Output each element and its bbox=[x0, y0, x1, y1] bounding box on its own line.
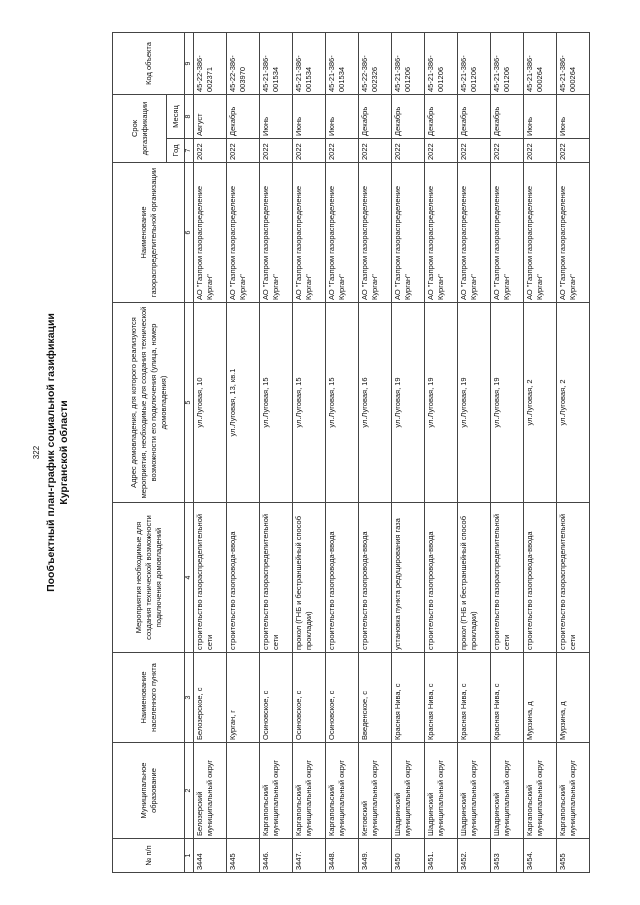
cell-year: 2022 bbox=[359, 139, 392, 163]
table-row bbox=[491, 32, 524, 872]
cell-month: Декабрь bbox=[458, 94, 491, 138]
cell-num: 3455 bbox=[557, 839, 590, 873]
cell-settlement: Осиновское, с bbox=[293, 653, 326, 743]
cell-object-code: 45-21-386-001206 bbox=[458, 32, 491, 94]
cell-num: 3445 bbox=[227, 839, 260, 873]
cell-object-code: 45-21-386-001206 bbox=[392, 32, 425, 94]
cell-address: ул.Луговая, 19 bbox=[491, 303, 524, 503]
cell-organization: АО "Газпром газораспределение Курган" bbox=[194, 163, 227, 303]
header-object-code: Код объекта bbox=[113, 32, 185, 94]
column-number: 2 bbox=[185, 743, 194, 839]
table-row bbox=[392, 32, 425, 872]
table-row bbox=[293, 32, 326, 872]
cell-measures: строительство газораспределительной сети bbox=[194, 503, 227, 653]
cell-object-code: 45-21-386-001206 bbox=[425, 32, 458, 94]
cell-address: ул.Луговая, 10 bbox=[194, 303, 227, 503]
table-row bbox=[194, 32, 227, 872]
cell-year: 2022 bbox=[557, 139, 590, 163]
cell-year: 2022 bbox=[326, 139, 359, 163]
cell-organization: АО "Газпром газораспределение Курган" bbox=[524, 163, 557, 303]
cell-municipality bbox=[227, 743, 260, 839]
header-organization: Наименование газораспределительной организации bbox=[113, 163, 185, 303]
page-number: 322 bbox=[32, 445, 41, 460]
table-row bbox=[227, 32, 260, 872]
cell-month: Декабрь bbox=[359, 94, 392, 138]
cell-address: ул.Луговая, 19 bbox=[425, 303, 458, 503]
cell-year: 2022 bbox=[524, 139, 557, 163]
cell-municipality: Кетовский муниципальный округ bbox=[359, 743, 392, 839]
cell-month: Июнь bbox=[524, 94, 557, 138]
cell-object-code: 45-21-386-001206 bbox=[491, 32, 524, 94]
column-number: 5 bbox=[185, 303, 194, 503]
cell-month: Декабрь bbox=[392, 94, 425, 138]
title-line-2: Курганской области bbox=[58, 400, 70, 505]
header-measures: Мероприятия необходимые для создания технической возможности подключения домовладений bbox=[113, 503, 185, 653]
header-municipality: Муниципальное образование bbox=[113, 743, 185, 839]
cell-municipality: Каргапольский муниципальный округ bbox=[557, 743, 590, 839]
cell-num: 3453 bbox=[491, 839, 524, 873]
cell-settlement: Красная Нива, с bbox=[491, 653, 524, 743]
column-numbers-row bbox=[185, 32, 194, 872]
cell-measures: прокол (ГНБ и бестраншейный способ прокладки) bbox=[293, 503, 326, 653]
cell-num: 3447. bbox=[293, 839, 326, 873]
cell-object-code: 45-22-386-003970 bbox=[227, 32, 260, 94]
cell-municipality: Белозерский муниципальный округ bbox=[194, 743, 227, 839]
title-line-1: Пообъектный план-график социальной газификации bbox=[45, 313, 57, 592]
cell-measures: строительство газопровода-ввода bbox=[425, 503, 458, 653]
cell-settlement: Осиновское, с bbox=[260, 653, 293, 743]
cell-organization: АО "Газпром газораспределение Курган" bbox=[260, 163, 293, 303]
cell-settlement: Осиновское, с bbox=[326, 653, 359, 743]
cell-month: Июнь bbox=[326, 94, 359, 138]
cell-measures: строительство газораспределительной сети bbox=[260, 503, 293, 653]
table-row bbox=[326, 32, 359, 872]
cell-num: 3454. bbox=[524, 839, 557, 873]
cell-address: ул.Луговая, 16 bbox=[359, 303, 392, 503]
cell-object-code: 45-21-386-000264 bbox=[557, 32, 590, 94]
cell-num: 3448. bbox=[326, 839, 359, 873]
cell-measures: строительство газораспределительной сети bbox=[491, 503, 524, 653]
cell-measures: строительство газопровода-ввода bbox=[227, 503, 260, 653]
cell-municipality: Шадринский муниципальный округ bbox=[491, 743, 524, 839]
table-row bbox=[359, 32, 392, 872]
cell-num: 3449. bbox=[359, 839, 392, 873]
cell-year: 2022 bbox=[260, 139, 293, 163]
cell-month: Июнь bbox=[293, 94, 326, 138]
cell-settlement: Белозерское, с bbox=[194, 653, 227, 743]
cell-address: ул.Луговая, 15 bbox=[260, 303, 293, 503]
cell-num: 3444 bbox=[194, 839, 227, 873]
cell-organization: АО "Газпром газораспределение Курган" bbox=[359, 163, 392, 303]
cell-month: Декабрь bbox=[227, 94, 260, 138]
cell-measures: строительство газопровода-ввода bbox=[524, 503, 557, 653]
cell-settlement: Введенское, с bbox=[359, 653, 392, 743]
column-number: 7 bbox=[185, 139, 194, 163]
cell-year: 2022 bbox=[392, 139, 425, 163]
cell-month: Декабрь bbox=[491, 94, 524, 138]
table-row bbox=[260, 32, 293, 872]
cell-object-code: 45-22-386-002326 bbox=[359, 32, 392, 94]
cell-organization: АО "Газпром газораспределение Курган" bbox=[491, 163, 524, 303]
cell-municipality: Шадринский муниципальный округ bbox=[425, 743, 458, 839]
header-address: Адрес домовладения, для которого реализуются мероприятия, необходимые для создания технической возможности его подключения (улица, номер домовладения) bbox=[113, 303, 185, 503]
cell-num: 3451. bbox=[425, 839, 458, 873]
header-settlement: Наименование населенного пункта bbox=[113, 653, 185, 743]
cell-organization: АО "Газпром газораспределение Курган" bbox=[425, 163, 458, 303]
cell-municipality: Шадринский муниципальный округ bbox=[392, 743, 425, 839]
cell-municipality: Каргапольский муниципальный округ bbox=[524, 743, 557, 839]
cell-measures: строительство газораспределительной сети bbox=[557, 503, 590, 653]
cell-municipality: Каргапольский муниципальный округ bbox=[326, 743, 359, 839]
cell-month: Декабрь bbox=[425, 94, 458, 138]
header-year: Год bbox=[167, 139, 185, 163]
table-row bbox=[425, 32, 458, 872]
cell-address: ул.Луговая, 2 bbox=[524, 303, 557, 503]
table-row bbox=[524, 32, 557, 872]
cell-settlement: Красная Нива, с bbox=[458, 653, 491, 743]
document-title bbox=[45, 0, 71, 905]
cell-month: Июнь bbox=[557, 94, 590, 138]
cell-year: 2022 bbox=[425, 139, 458, 163]
cell-object-code: 45-21-386-001534 bbox=[260, 32, 293, 94]
cell-settlement: Красная Нива, с bbox=[392, 653, 425, 743]
cell-settlement: Мурзина, д bbox=[524, 653, 557, 743]
cell-year: 2022 bbox=[458, 139, 491, 163]
cell-object-code: 45-21-386-001534 bbox=[326, 32, 359, 94]
cell-measures: установка пункта редуцирования газа bbox=[392, 503, 425, 653]
cell-organization: АО "Газпром газораспределение Курган" bbox=[293, 163, 326, 303]
column-number: 9 bbox=[185, 32, 194, 94]
cell-address: ул.Луговая, 15 bbox=[326, 303, 359, 503]
cell-address: ул.Луговая, 19 bbox=[458, 303, 491, 503]
cell-organization: АО "Газпром газораспределение Курган" bbox=[557, 163, 590, 303]
cell-municipality: Каргапольский муниципальный округ bbox=[293, 743, 326, 839]
cell-municipality: Каргапольский муниципальный округ bbox=[260, 743, 293, 839]
cell-measures: строительство газопровода-ввода bbox=[359, 503, 392, 653]
cell-organization: АО "Газпром газораспределение Курган" bbox=[227, 163, 260, 303]
column-number: 3 bbox=[185, 653, 194, 743]
header-month: Месяц bbox=[167, 94, 185, 138]
cell-year: 2022 bbox=[227, 139, 260, 163]
cell-municipality: Шадринский муниципальный округ bbox=[458, 743, 491, 839]
cell-measures: прокол (ГНБ и бестраншейный способ прокладки) bbox=[458, 503, 491, 653]
cell-num: 3452. bbox=[458, 839, 491, 873]
cell-num: 3446. bbox=[260, 839, 293, 873]
cell-num: 3450 bbox=[392, 839, 425, 873]
table-row bbox=[458, 32, 491, 872]
cell-organization: АО "Газпром газораспределение Курган" bbox=[326, 163, 359, 303]
column-number: 8 bbox=[185, 94, 194, 138]
column-number: 1 bbox=[185, 839, 194, 873]
cell-year: 2022 bbox=[491, 139, 524, 163]
cell-address: ул.Луговая, 15 bbox=[293, 303, 326, 503]
cell-object-code: 45-22-386-002371 bbox=[194, 32, 227, 94]
table-row bbox=[557, 32, 590, 872]
header-num: № п/п bbox=[113, 839, 185, 873]
cell-organization: АО "Газпром газораспределение Курган" bbox=[392, 163, 425, 303]
cell-organization: АО "Газпром газораспределение Курган" bbox=[458, 163, 491, 303]
cell-address: ул.Луговая, 19 bbox=[392, 303, 425, 503]
gasification-table bbox=[112, 32, 590, 873]
cell-settlement: Красная Нива, с bbox=[425, 653, 458, 743]
cell-year: 2022 bbox=[194, 139, 227, 163]
column-number: 4 bbox=[185, 503, 194, 653]
header-deadline: Срок догазификации bbox=[113, 94, 167, 162]
column-number: 6 bbox=[185, 163, 194, 303]
cell-object-code: 45-21-386-000264 bbox=[524, 32, 557, 94]
cell-measures: строительство газопровода-ввода bbox=[326, 503, 359, 653]
cell-month: Июнь bbox=[260, 94, 293, 138]
cell-year: 2022 bbox=[293, 139, 326, 163]
cell-object-code: 45-21-386-001534 bbox=[293, 32, 326, 94]
cell-address: ул.Луговая, 2 bbox=[557, 303, 590, 503]
cell-settlement: Курган, г bbox=[227, 653, 260, 743]
cell-address: ул.Луговая, 13, кв.1 bbox=[227, 303, 260, 503]
table-body bbox=[194, 32, 590, 872]
cell-month: Август bbox=[194, 94, 227, 138]
cell-settlement: Мурзина, д bbox=[557, 653, 590, 743]
